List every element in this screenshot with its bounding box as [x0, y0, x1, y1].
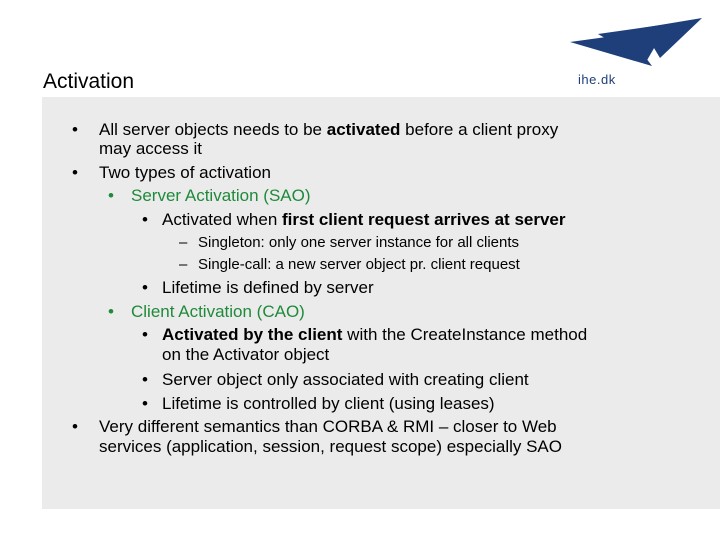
bullet-marker: •: [142, 394, 148, 413]
bullet-marker: •: [108, 186, 114, 205]
cao-lifetime: Lifetime is controlled by client (using leases): [162, 394, 495, 413]
bullet-marker: •: [142, 325, 148, 344]
bullet-marker: •: [142, 278, 148, 297]
cao-activated-by-client-cont: on the Activator object: [162, 345, 330, 364]
bullet-two-types: Two types of activation: [99, 163, 271, 182]
cao-association: Server object only associated with creating client: [162, 370, 529, 389]
bullet-marker: •: [72, 120, 78, 139]
sao-activated-when: Activated when first client request arrives at server: [162, 210, 566, 229]
bullet-marker: •: [142, 210, 148, 229]
bullet-activation-requirement-cont: may access it: [99, 139, 202, 158]
slide-title: Activation: [43, 70, 135, 93]
bullet-activation-requirement: All server objects needs to be activated before a client proxy: [99, 120, 559, 139]
sao-singleton: Singleton: only one server instance for all clients: [198, 234, 520, 251]
sao-heading: Server Activation (SAO): [131, 186, 311, 205]
cao-activated-by-client: Activated by the client with the CreateInstance method: [162, 325, 588, 344]
dash-marker: –: [179, 234, 188, 251]
cao-heading: Client Activation (CAO): [131, 302, 305, 321]
dash-marker: –: [179, 256, 188, 273]
bullet-semantics-cont: services (application, session, request scope) especially SAO: [99, 437, 562, 456]
sao-single-call: Single-call: a new server object pr. client request: [198, 256, 520, 273]
bullet-marker: •: [72, 163, 78, 182]
bullet-marker: •: [72, 417, 78, 436]
bullet-marker: •: [108, 302, 114, 321]
bullet-marker: •: [142, 370, 148, 389]
bullet-semantics: Very different semantics than CORBA & RMI – closer to Web: [99, 417, 557, 436]
sao-lifetime: Lifetime is defined by server: [162, 278, 374, 297]
logo-text: ihe.dk: [578, 72, 616, 87]
